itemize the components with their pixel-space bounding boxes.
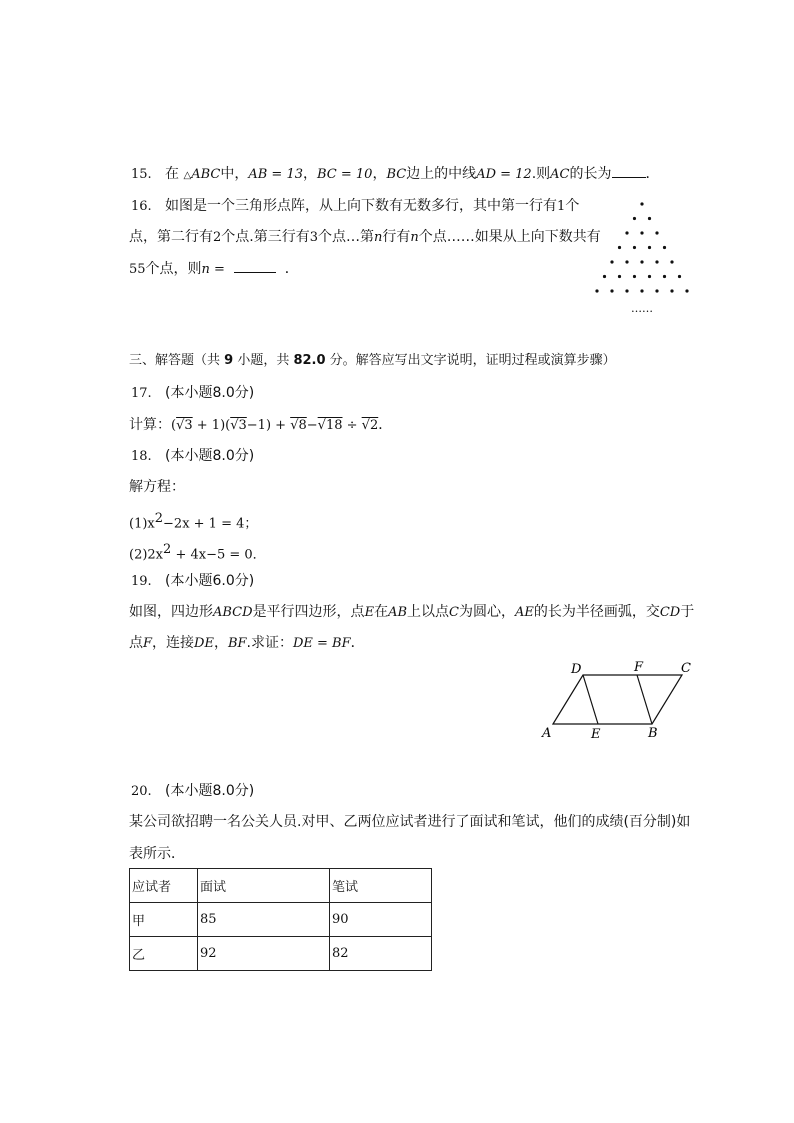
q16-text: 个点，则 [145, 261, 202, 277]
q16-text: 行有 [382, 229, 411, 245]
question-18-eq-1 [129, 509, 257, 535]
lattice-dot [678, 275, 681, 278]
question-19-header [131, 571, 254, 592]
table-header-cell: 笔试 [330, 869, 432, 903]
question-17-expression [129, 415, 392, 436]
q18-eq: + 4x−5 = 0． [171, 547, 266, 563]
math-ab: AB [388, 605, 408, 620]
math-c: C [449, 605, 459, 620]
q16-num: 1 [557, 199, 566, 214]
lattice-dot [655, 289, 658, 292]
label-b: B [648, 726, 658, 741]
math-f: F [143, 636, 153, 651]
math-n: n [410, 230, 419, 245]
lattice-dot [640, 289, 643, 292]
question-number: 16. [131, 199, 152, 214]
q19-text: 在 [374, 604, 389, 620]
parallelogram-figure [540, 660, 700, 742]
lattice-dot [640, 202, 643, 205]
lattice-dot [670, 289, 673, 292]
question-score: (本小题6.0分) [165, 573, 255, 589]
table-cell: 85 [198, 903, 330, 937]
math-de: DE [194, 636, 214, 651]
q15-text: .则 [531, 166, 551, 182]
q16-num: 55 [129, 262, 146, 277]
lattice-dot [625, 260, 628, 263]
q19-text: 为圆心， [458, 604, 515, 620]
q18-label: 解方程： [129, 479, 185, 495]
q20-text: 某公司欲招聘一名公关人员.对甲、乙两位应试者进行了面试和笔试，他们的成绩(百分制)如 [129, 814, 691, 830]
table-row [130, 903, 432, 937]
q20-text: 表所示． [129, 846, 185, 862]
math-ad-eq: AD = 12 [476, 167, 532, 182]
q16-text: 个 [565, 198, 580, 214]
lattice-dot [610, 260, 613, 263]
q16-end: ． [284, 261, 299, 277]
question-20-line-1 [129, 812, 690, 832]
label-f: F [634, 660, 644, 675]
dots-ellipsis: …… [631, 302, 653, 315]
question-score: (本小题8.0分) [165, 448, 255, 464]
scores-table [129, 868, 432, 971]
q15-text: 中， [220, 166, 249, 182]
q16-num: 2 [213, 230, 222, 245]
q17-expr: − [306, 418, 318, 433]
question-15 [131, 164, 660, 186]
label-a: A [542, 726, 552, 741]
q19-text: 上以点 [407, 604, 450, 620]
section-text: 三、解答题（共 [129, 353, 225, 368]
lattice-dot [595, 289, 598, 292]
q19-text: .求证： [246, 635, 293, 651]
question-19-line-1 [129, 602, 694, 623]
q19-text: 的长为半径画弧，交 [533, 604, 660, 620]
table-cell: 82 [330, 937, 432, 971]
question-19-line-2 [129, 633, 365, 654]
math-n: n [374, 230, 383, 245]
question-16-line-3 [129, 259, 299, 280]
answer-blank [612, 165, 646, 178]
lattice-dot [618, 275, 621, 278]
triangle-symbol: △ [183, 170, 192, 181]
math-ae: AE [514, 605, 534, 620]
math-e: E [364, 605, 375, 620]
lattice-dot [655, 231, 658, 234]
sqrt-8: √8 [290, 418, 307, 433]
sqrt-3: √3 [230, 418, 247, 433]
label-d: D [571, 662, 582, 677]
math-ac: AC [550, 167, 570, 182]
section-count: 9 [224, 353, 234, 368]
q16-text: 个点…第 [318, 229, 375, 245]
question-20-line-2 [129, 844, 185, 864]
lattice-dot [633, 246, 636, 249]
q18-exp: 2 [154, 511, 164, 526]
question-score: (本小题8.0分) [165, 783, 255, 799]
lattice-dot [663, 275, 666, 278]
lattice-dot [625, 231, 628, 234]
lattice-dot [625, 289, 628, 292]
parallelogram-abcd [553, 675, 682, 724]
q19-text: 如图，四边形 [129, 604, 213, 620]
lattice-dot [610, 289, 613, 292]
question-number: 17. [131, 386, 152, 401]
table-cell: 乙 [130, 937, 198, 971]
table-cell: 甲 [130, 903, 198, 937]
math-conclusion: DE = BF [292, 636, 351, 651]
q16-text: 个点.第三行有 [221, 229, 310, 245]
q15-sep: ， [372, 166, 387, 182]
math-bc: BC [386, 167, 407, 182]
sqrt-2: √2 [361, 418, 379, 433]
q16-text: 个点……如果从上向下数共有 [418, 229, 601, 245]
lattice-dot [670, 260, 673, 263]
lattice-dot [685, 289, 688, 292]
segment-de [583, 675, 598, 724]
lattice-dot [603, 275, 606, 278]
lattice-dot [648, 275, 651, 278]
q18-eq: (1)x [129, 516, 155, 532]
section-text: 分。解答应写出文字说明，证明过程或演算步骤） [325, 353, 616, 368]
q16-text: 点，第二行有 [129, 229, 213, 245]
math-bf: BF [227, 636, 247, 651]
q19-text: 点 [129, 635, 143, 651]
q15-sep: ， [302, 166, 317, 182]
q19-text: ，连接 [152, 635, 195, 651]
lattice-dot [648, 246, 651, 249]
lattice-dot [633, 217, 636, 220]
segment-bf [637, 675, 652, 724]
q16-num: 3 [309, 230, 319, 245]
answer-blank [234, 260, 276, 273]
label-e: E [591, 727, 601, 742]
math-n-eq: n = [201, 262, 225, 277]
q18-eq: (2)2x [129, 547, 164, 563]
table-cell: 92 [198, 937, 330, 971]
math-bc-eq: BC = 10 [316, 167, 373, 182]
lattice-dot [655, 260, 658, 263]
table-row [130, 937, 432, 971]
section-heading [129, 351, 616, 371]
math-ab-eq: AB = 13 [248, 167, 303, 182]
table-header-row [130, 869, 432, 903]
q19-text: 是平行四边形，点 [252, 604, 365, 620]
q15-text: 在 [165, 166, 180, 182]
sqrt-3: √3 [176, 418, 193, 433]
section-score: 82.0 [293, 353, 326, 368]
math-abc: ABC [191, 167, 221, 182]
q15-text: 边上的中线 [406, 166, 477, 182]
table-header-cell: 面试 [198, 869, 330, 903]
q17-expr: + 1)( [192, 418, 231, 433]
q17-end: ． [378, 417, 393, 433]
lattice-dot [640, 260, 643, 263]
q18-eq: −2x + 1 = 4； [163, 516, 258, 532]
question-18-label [129, 477, 185, 497]
table-cell: 90 [330, 903, 432, 937]
q17-label: 计算： [129, 417, 171, 433]
question-16-line-2 [129, 227, 601, 248]
question-number: 20. [131, 784, 152, 799]
question-20-header [131, 781, 254, 802]
lattice-dot [633, 275, 636, 278]
question-number: 15. [131, 167, 152, 182]
question-score: (本小题8.0分) [165, 385, 255, 401]
question-number: 18. [131, 449, 152, 464]
triangle-dot-lattice [587, 196, 697, 316]
q15-text: 的长为 [569, 166, 612, 182]
sqrt-18: √18 [317, 418, 343, 433]
lattice-dot [663, 246, 666, 249]
q17-expr: ÷ [342, 418, 362, 433]
q16-text: 如图是一个三角形点阵，从上向下数有无数多行，其中第一行有 [165, 198, 558, 214]
lattice-dot [640, 231, 643, 234]
lattice-dot [618, 246, 621, 249]
question-number: 19. [131, 574, 152, 589]
q15-end: ． [645, 166, 660, 182]
q17-expr: ( [171, 418, 177, 433]
q18-exp: 2 [163, 542, 172, 557]
question-17-header [131, 383, 254, 404]
section-text: 小题，共 [233, 353, 294, 368]
label-c: C [681, 661, 691, 676]
question-18-eq-2 [129, 540, 266, 566]
math-cd: CD [659, 605, 681, 620]
table-header-cell: 应试者 [130, 869, 198, 903]
q17-expr: −1) + [246, 418, 291, 433]
math-abcd: ABCD [213, 605, 253, 620]
q19-end: ． [350, 635, 365, 651]
question-16-line-1 [131, 196, 579, 217]
q19-text: 于 [680, 604, 695, 620]
question-18-header [131, 446, 254, 467]
lattice-dot [648, 217, 651, 220]
q19-text: ， [213, 635, 228, 651]
